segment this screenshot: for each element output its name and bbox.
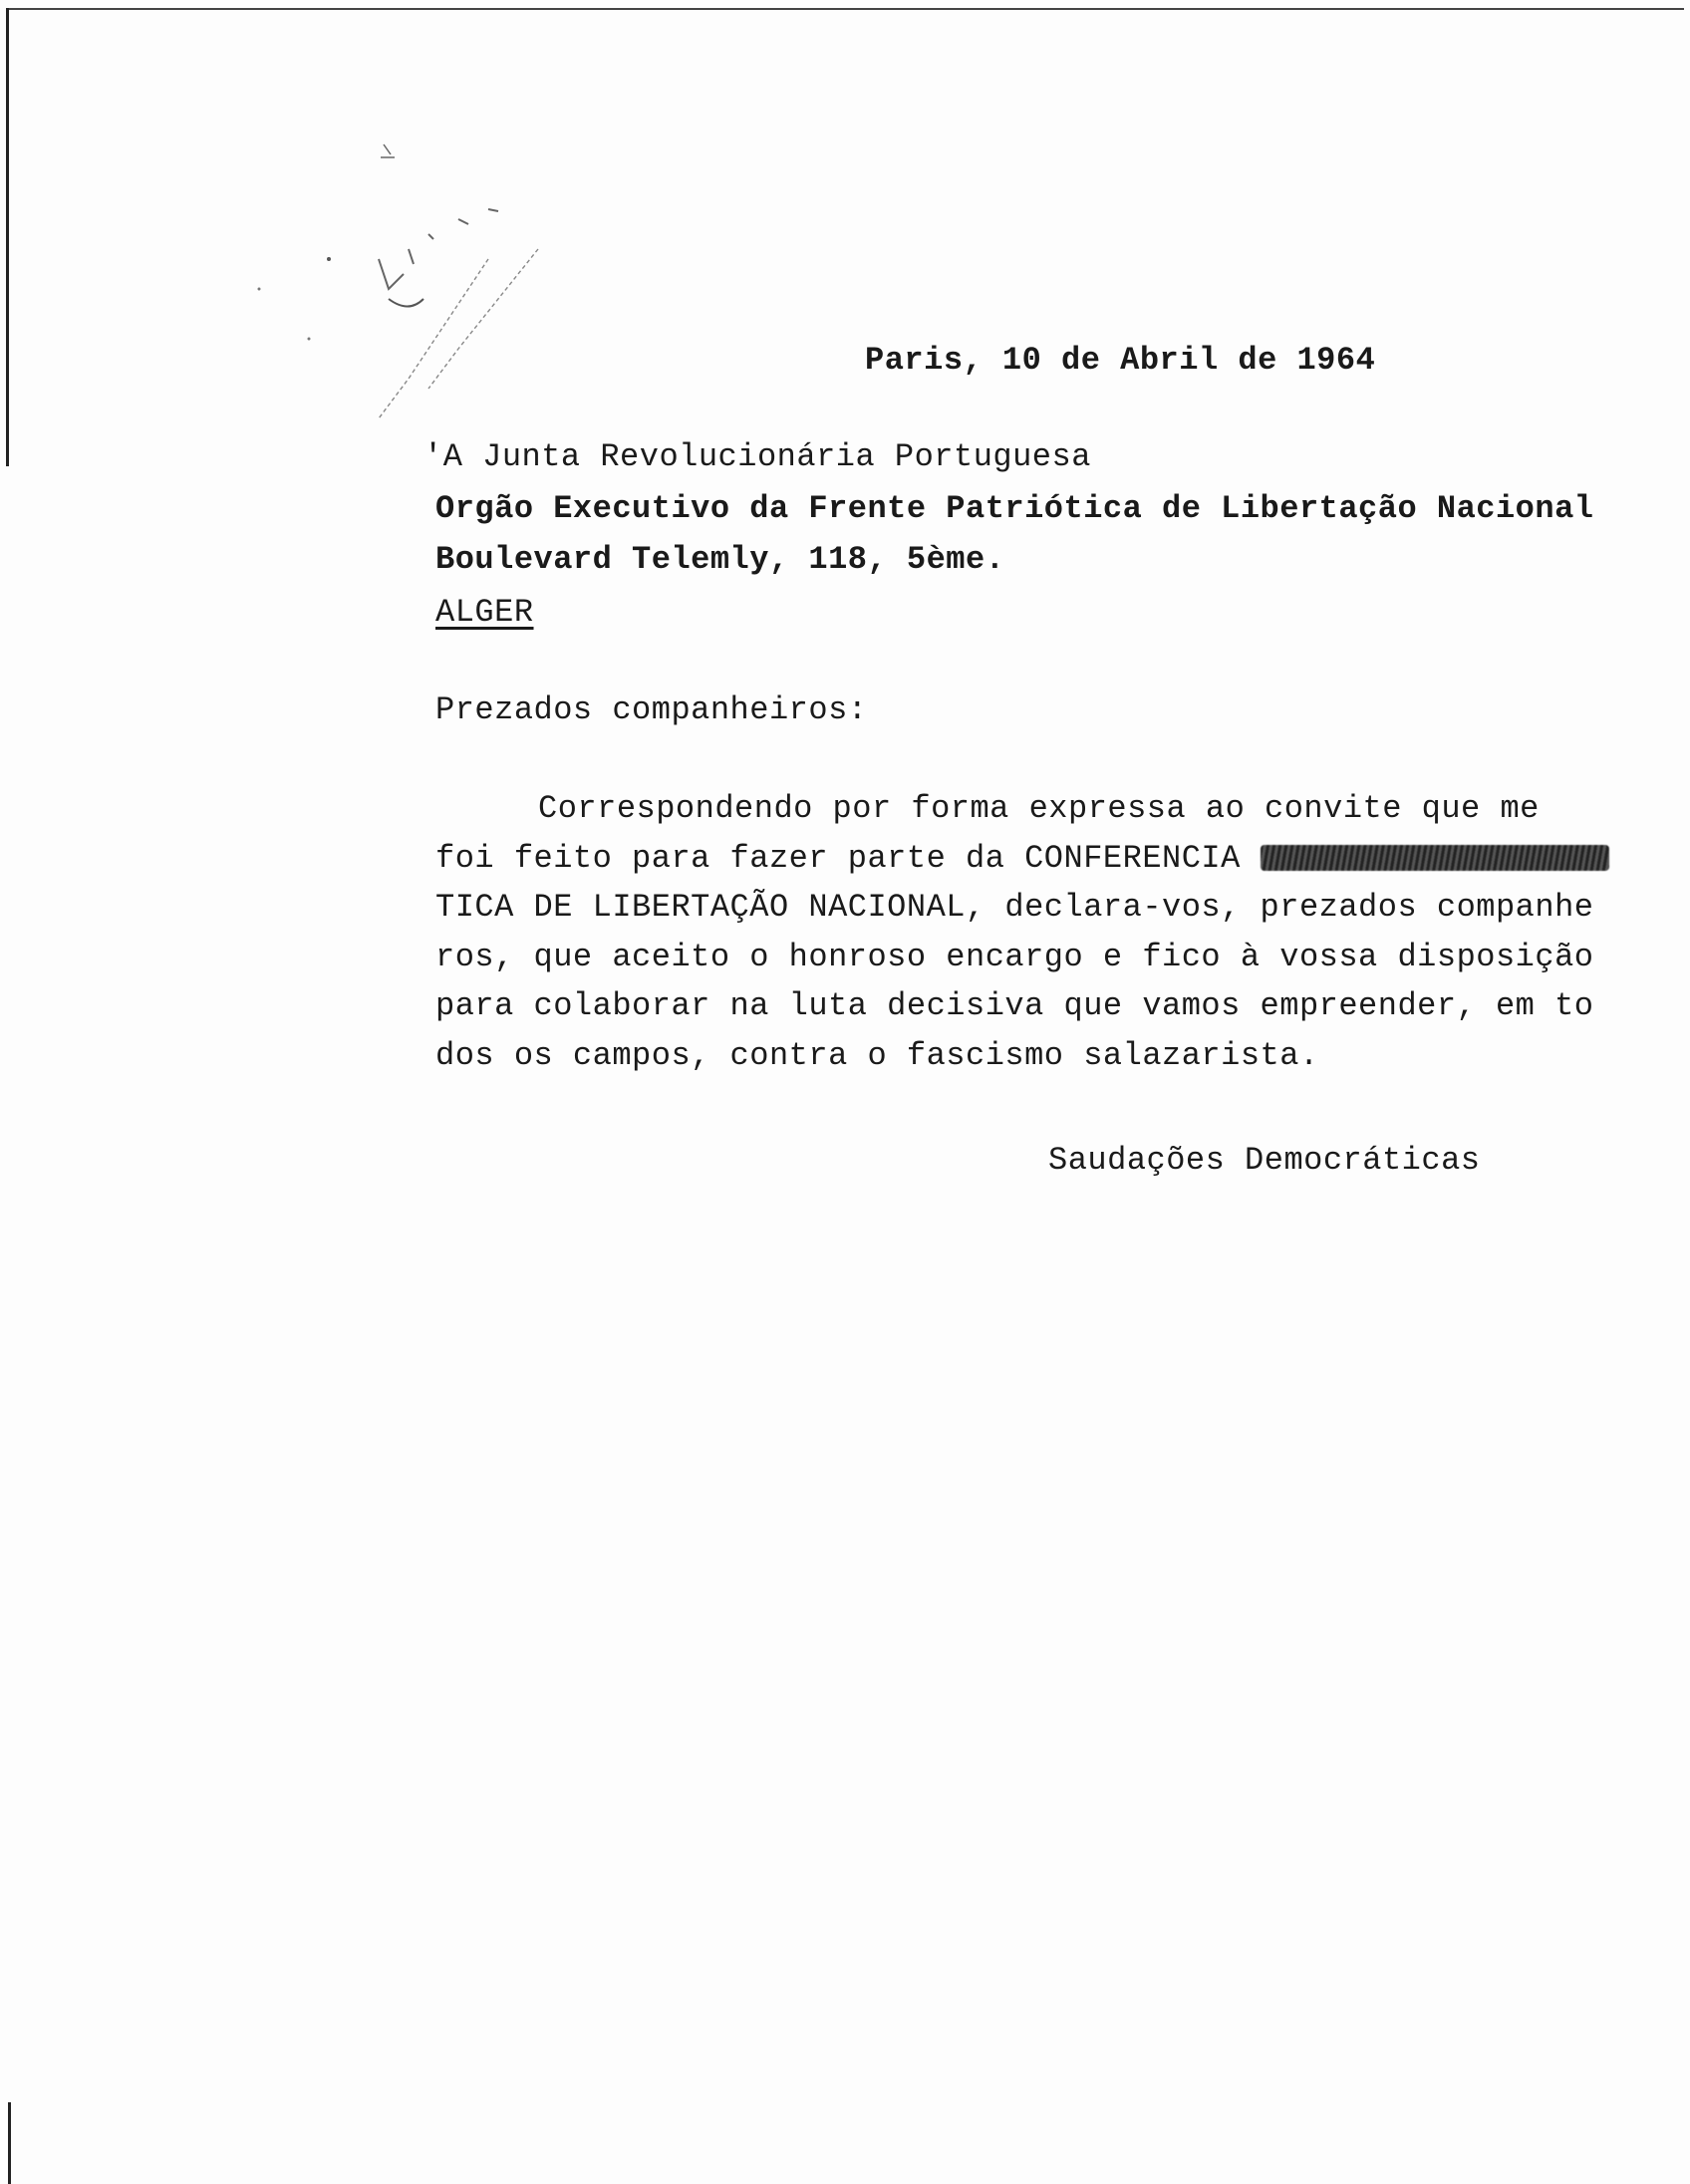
recipient-line-1: 'A Junta Revolucionária Portuguesa	[423, 438, 1091, 475]
scan-edge-top	[6, 8, 1684, 10]
body-line-4: ros, que aceito o honroso encargo e fico à vossa disposição	[435, 938, 1594, 975]
recipient-city: ALGER	[435, 594, 534, 631]
body-line-5: para colaborar na luta decisiva que vamos empreender, em to	[435, 987, 1594, 1024]
body-line-6: dos os campos, contra o fascismo salazarista.	[435, 1036, 1319, 1074]
closing-greeting: Saudações Democráticas	[1048, 1142, 1481, 1179]
body-line-1: Correspondendo por forma expressa ao convite que me	[538, 790, 1540, 827]
pencil-scribble-mark	[159, 100, 578, 428]
recipient-line-3: Boulevard Telemly, 118, 5ème.	[435, 541, 1005, 578]
body-line-3: TICA DE LIBERTAÇÃO NACIONAL, declara-vos, prezados companhe	[435, 889, 1594, 926]
letter-body	[435, 784, 1651, 1080]
body-line-2	[435, 834, 1651, 884]
scan-edge-left	[6, 8, 9, 466]
redacted-text	[1261, 845, 1609, 871]
body-line-2-text: foi feito para fazer parte da CONFERENCIA	[435, 839, 1241, 877]
letter-date: Paris, 10 de Abril de 1964	[865, 342, 1376, 379]
scan-edge-left-bottom	[8, 2102, 11, 2184]
salutation: Prezados companheiros:	[435, 691, 868, 728]
recipient-line-2: Orgão Executivo da Frente Patriótica de Libertação Nacional	[435, 490, 1594, 527]
